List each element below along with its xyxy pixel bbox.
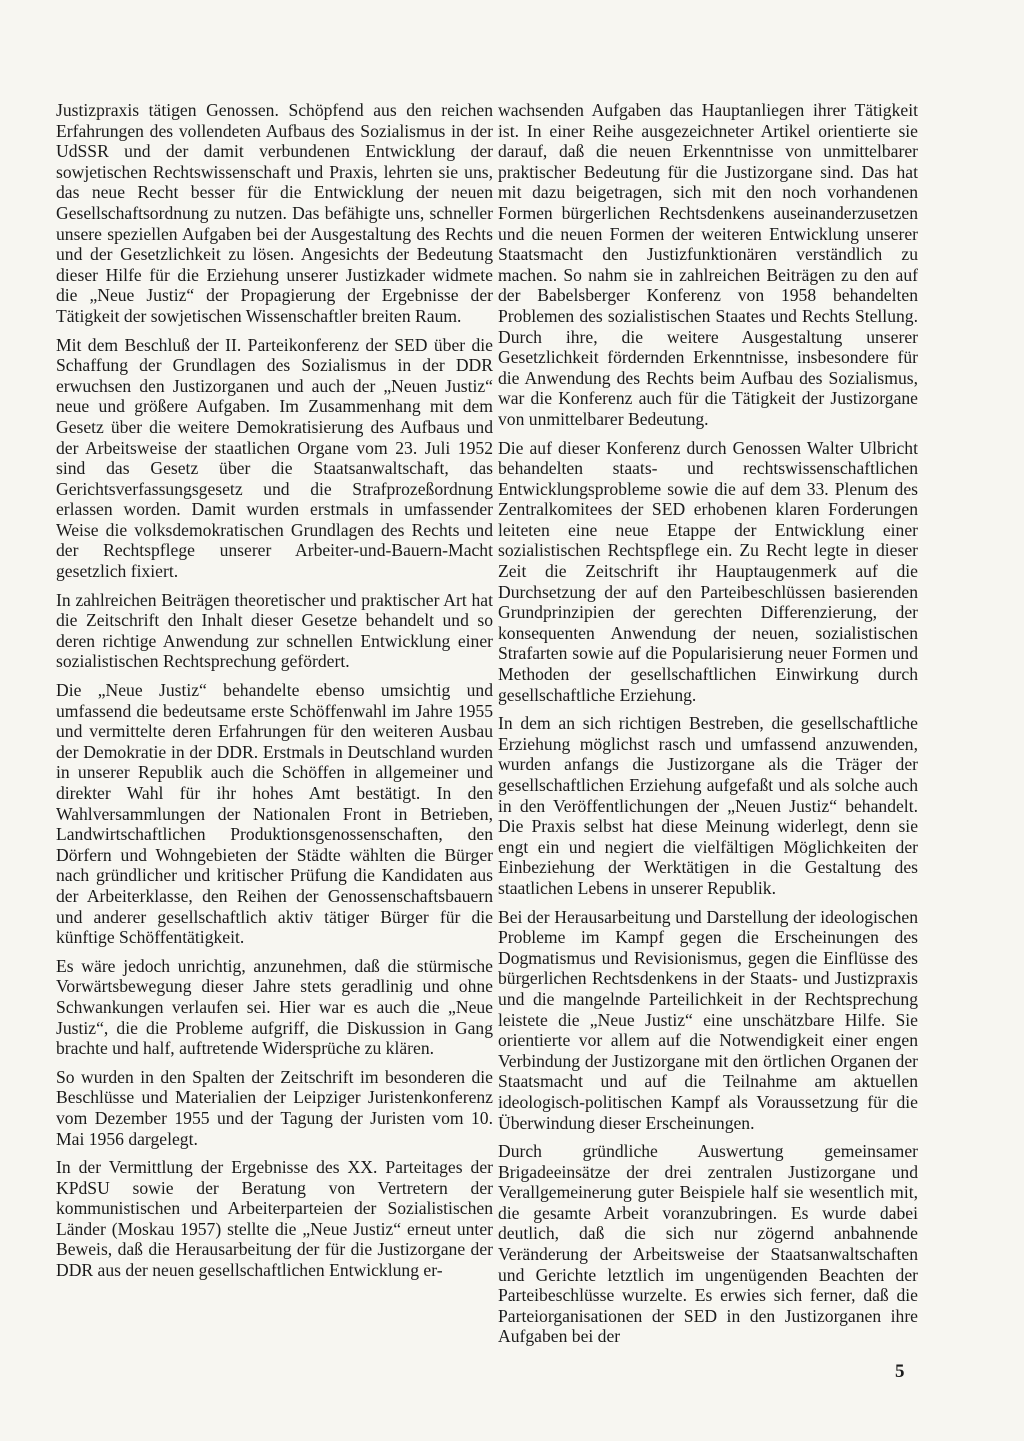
left-column	[56, 100, 493, 1289]
paragraph: Es wäre jedoch unrichtig, anzunehmen, daß die stürmische Vorwärtsbewegung dieser Jahre stets geradlinig und ohne Schwankungen verlaufen sei. Hier war es auch die „Neue Justiz“, die die Probleme aufgriff, die Diskussion in Gang brachte und half, auftretende Widersprüche zu klären.	[56, 955, 493, 1059]
paragraph: Durch gründliche Auswertung gemeinsamer Brigadeeinsätze der drei zentralen Justizorgane und Verallgemeinerung guter Beispiele half sie wesentlich mit, die gesamte Arbeit voranzubringen. Es wurde dabei deutlich, daß die sich nur zögernd anbahnende Veränderung der Arbeitsweise der Staatsanwaltschaften und Gerichte letztlich im ungenügenden Beachten der Parteibeschlüsse wurzelte. Es erwies sich ferner, daß die Parteiorganisationen der SED in den Justizorganen ihre Aufgaben bei der	[498, 1141, 918, 1347]
paragraph: In zahlreichen Beiträgen theoretischer und praktischer Art hat die Zeitschrift den Inhalt dieser Gesetze behandelt und so deren richtige Anwendung zur schnellen Entwicklung einer sozialistischen Rechtsprechung gefördert.	[56, 589, 493, 672]
paragraph: Die auf dieser Konferenz durch Genossen Walter Ulbricht behandelten staats- und rechtswissenschaftlichen Entwicklungsprobleme sowie die auf dem 33. Plenum des Zentralkomitees der SED erhobenen klaren Forderungen leiteten eine neue Etappe der Entwicklung einer sozialistischen Rechtspflege ein. Zu Recht legte in dieser Zeit die Zeitschrift ihr Hauptaugenmerk auf die Durchsetzung der auf den Parteibeschlüssen basierenden Grundprinzipien der gerechten Differenzierung, der konsequenten Anwendung der neuen, sozialistischen Strafarten sowie auf die Popularisierung neuer Formen und Methoden der gesellschaftlichen Einwirkung durch gesellschaftliche Erziehung.	[498, 437, 918, 705]
paragraph: Bei der Herausarbeitung und Darstellung der ideologischen Probleme im Kampf gegen die Erscheinungen des Dogmatismus und Revisionismus, gegen die Einflüsse des bürgerlichen Rechtsdenkens in der Staats- und Justizpraxis und die mangelnde Parteilichkeit in der Rechtsprechung leistete die „Neue Justiz“ eine unschätzbare Hilfe. Sie orientierte vor allem auf die Notwendigkeit einer engen Verbindung der Justizorgane mit den örtlichen Organen der Staatsmacht und auf die Teilnahme am aktuellen ideologisch-politischen Kampf als Voraussetzung für die Überwindung dieser Erscheinungen.	[498, 906, 918, 1133]
paragraph: Mit dem Beschluß der II. Parteikonferenz der SED über die Schaffung der Grundlagen des Sozialismus in der DDR erwuchsen den Justizorganen und auch der „Neuen Justiz“ neue und größere Aufgaben. Im Zusammenhang mit dem Gesetz über die weitere Demokratisierung des Aufbaus und der Arbeitsweise der staatlichen Organe vom 23. Juli 1952 sind das Gesetz über die Staatsanwaltschaft, das Gerichtsverfassungsgesetz und die Strafprozeßordnung erlassen worden. Damit wurden erstmals in umfassender Weise die volksdemokratischen Grundlagen des Rechts und der Rechtspflege unserer Arbeiter-und-Bauern-Macht gesetzlich fixiert.	[56, 334, 493, 582]
paragraph: In der Vermittlung der Ergebnisse des XX. Parteitages der KPdSU sowie der Beratung von Vertretern der kommunistischen und Arbeiterparteien der Sozialistischen Länder (Moskau 1957) stellte die „Neue Justiz“ erneut unter Beweis, daß die Herausarbeitung der für die Justizorgane der DDR aus der neuen gesellschaftlichen Entwicklung er-	[56, 1157, 493, 1281]
paragraph: So wurden in den Spalten der Zeitschrift im besonderen die Beschlüsse und Materialien der Leipziger Juristenkonferenz vom Dezember 1955 und der Tagung der Juristen vom 10. Mai 1956 dargelegt.	[56, 1066, 493, 1149]
page-number: 5	[895, 1361, 905, 1382]
paragraph: Die „Neue Justiz“ behandelte ebenso umsichtig und umfassend die bedeutsame erste Schöffenwahl im Jahre 1955 und vermittelte deren Erfahrungen für den weiteren Ausbau der Demokratie in der DDR. Erstmals in Deutschland wurden in unserer Republik auch die Schöffen in allgemeiner und direkter Wahl für ihr hohes Amt bestätigt. In den Wahlversammlungen der Nationalen Front in Betrieben, Landwirtschaftlichen Produktionsgenossenschaften, den Dörfern und Wohngebieten der Städte wählten die Bürger nach gründlicher und kritischer Prüfung die Kandidaten aus der Arbeiterklasse, den Reihen der Genossenschaftsbauern und anderer gesellschaftlich aktiv tätiger Bürger für die künftige Schöffentätigkeit.	[56, 680, 493, 948]
paragraph: wachsenden Aufgaben das Hauptanliegen ihrer Tätigkeit ist. In einer Reihe ausgezeichneter Artikel orientierte sie darauf, daß die neuen Erkenntnisse von unmittelbarer praktischer Bedeutung für die Justizorgane sind. Das hat mit dazu beigetragen, sich mit den noch vorhandenen Formen bürgerlichen Rechtsdenkens auseinanderzusetzen und die neuen Formen der weiteren Entwicklung unserer Staatsmacht den Justizfunktionären verständlich zu machen. So nahm sie in zahlreichen Beiträgen zu den auf der Babelsberger Konferenz von 1958 behandelten Problemen des sozialistischen Staates und Rechts Stellung. Durch ihre, die weitere Ausgestaltung unserer Gesetzlichkeit fördernden Erkenntnisse, insbesondere für die Anwendung des Rechts beim Aufbau des Sozialismus, war die Konferenz auch für die Tätigkeit der Justizorgane von unmittelbarer Bedeutung.	[498, 100, 918, 429]
right-column	[498, 100, 918, 1355]
paragraph: In dem an sich richtigen Bestreben, die gesellschaftliche Erziehung möglichst rasch und umfassend anzuwenden, wurden anfangs die Justizorgane als die Träger der gesellschaftlichen Erziehung aufgefaßt und als solche auch in den Veröffentlichungen der „Neuen Justiz“ behandelt. Die Praxis selbst hat diese Meinung widerlegt, denn sie engt ein und negiert die vielfältigen Möglichkeiten der Einbeziehung der Werktätigen in die Gestaltung des staatlichen Lebens in unserer Republik.	[498, 713, 918, 898]
paragraph: Justizpraxis tätigen Genossen. Schöpfend aus den reichen Erfahrungen des vollendeten Aufbaus des Sozialismus in der UdSSR und der damit verbundenen Entwicklung der sowjetischen Rechtswissenschaft und Praxis, lehrten sie uns, das neue Recht besser für die Entwicklung der neuen Gesellschaftsordnung zu nutzen. Das befähigte uns, schneller unsere speziellen Aufgaben bei der Ausgestaltung des Rechts und der Gesetzlichkeit zu lösen. Angesichts der Bedeutung dieser Hilfe für die Erziehung unserer Justizkader widmete die „Neue Justiz“ der Propagierung der Ergebnisse der Tätigkeit der sowjetischen Wissenschaftler breiten Raum.	[56, 100, 493, 326]
